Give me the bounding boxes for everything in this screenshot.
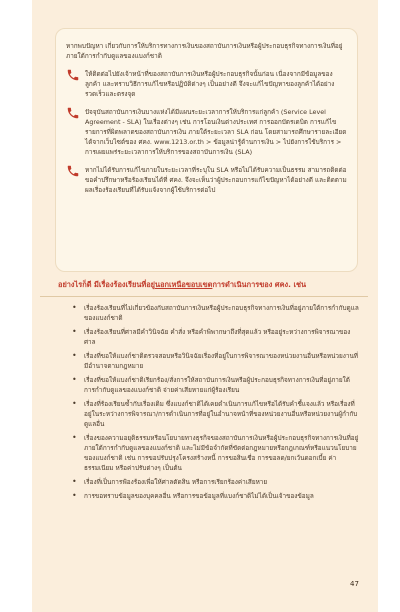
phone-icon: [66, 106, 80, 120]
tip-text: ให้ติดต่อไปยังเจ้าหน้าที่ของสถาบันการเงินหรือผู้ประกอบธุรกิจนั้นก่อน เนื่องจากมีข้อมูลของลูกค้า และทราบวิธีการแก้ไขหรือปฏิบัติต่างๆ เป็นอย่างดี จึงจะแก้ไขปัญหาของลูกค้าได้อย่างรวดเร็วและตรงจุด: [85, 70, 335, 98]
list-item: • เรื่องที่ขอให้แบงก์ชาติเรียกร้อง/สั่งการให้สถาบันการเงินหรือผู้ประกอบธุรกิจทางการเงินที่อยู่ภายใต้การกำกับดูแลของแบงก์ชาติ จ่ายค่าเสียหายแก่ผู้ร้องเรียน: [72, 375, 360, 395]
section-heading: [58, 279, 358, 291]
tip-item: [66, 69, 347, 99]
list-item: • เรื่องร้องเรียนที่ไม่เกี่ยวข้องกับสถาบันการเงินหรือผู้ประกอบธุรกิจทางการเงินที่อยู่ภายใต้การกำกับดูแลของแบงก์ชาติ: [72, 303, 360, 323]
list-item: • เรื่องที่ร้องเรียนซ้ำกับเรื่องเดิม ซึ่งแบงก์ชาติได้เคยดำเนินการแก้ไขหรือได้รับคำชี้แจงแล้ว หรือเรื่องที่อยู่ในระหว่างการพิจารณา/การดำเนินการที่อยู่ในอำนาจหน้าที่ของหน่วยงานอื่นหรือหน่วยงานผู้กำกับดูแลอื่น: [72, 399, 360, 429]
list-item: • เรื่องของความอยุติธรรมหรือนโยบายทางธุรกิจของสถาบันการเงินหรือผู้ประกอบธุรกิจทางการเงินที่อยู่ภายใต้การกำกับดูแลของแบงก์ชาติ และไม่มีข้อจำกัดที่ขัดต่อกฎหมายหรือกฎเกณฑ์หรือแนวนโยบายของแบงก์ชาติ เช่น การขอปรับปรุงโครงสร้างหนี้ การขอสินเชื่อ การขอลด/ยกเว้นดอกเบี้ย ค่าธรรมเนียม หรือค่าปรับต่างๆ เป็นต้น: [72, 433, 360, 473]
tip-item: [66, 165, 347, 195]
section-heading-suffix: การดำเนินการของ ศคง. เช่น: [212, 280, 307, 289]
phone-icon: [66, 164, 80, 178]
tip-text: หากไม่ได้รับการแก้ไขภายในระยะเวลาที่ระบุใน SLA หรือไม่ได้รับความเป็นธรรม สามารถติดต่อขอคำปรึกษาหรือร้องเรียนได้ที่ ศคง. จึงจะเห็นว่าผู้ประกอบการแก้ไขปัญหาได้อย่างดี และติดตามผลเรื่องร้องเรียนที่ได้รับแจ้งจากผู้ใช้บริการต่อไป: [85, 166, 347, 194]
page-number: 47: [350, 580, 359, 588]
section-heading-underlined: นอกเหนือขอบเขต: [155, 280, 213, 289]
section-heading-prefix: อย่างไรก็ดี มีเรื่องร้องเรียนที่อยู่: [58, 280, 156, 289]
phone-icon: [66, 68, 80, 82]
divider: [40, 296, 368, 297]
tip-intro: หากพบปัญหา เกี่ยวกับการให้บริการทางการเงินของสถาบันการเงินหรือผู้ประกอบธุรกิจทางการเงินที่อยู่ภายใต้การกำกับดูแลของแบงก์ชาติ: [66, 42, 343, 60]
tip-text: ปัจจุบันสถาบันการเงินบางแห่งได้มีแผนระยะเวลาการให้บริการแก่ลูกค้า (Service Level Agreement - SLA) ในเรื่องต่างๆ เช่น การโอนเงินต่างประเทศ การออกบัตรเดบิต การแก้ไขรายการที่ผิดพลาดของสถาบันการเงิน ภายใต้ระยะเวลา SLA ก่อน โดยสามารถศึกษารายละเอียดได้จากเว็บไซต์ของ ศคง. www.1213.or.th > ข้อมูลน่ารู้ด้านการเงิน > ไปยังการใช้บริการ > การเผยแพร่ระยะเวลาการให้บริการของสถาบันการเงิน (SLA): [85, 108, 347, 156]
list-item: • เรื่องที่เป็นการฟ้องร้องเพื่อให้ศาลตัดสิน หรือการเรียกร้องค่าเสียหาย: [72, 477, 360, 487]
tip-item: [66, 107, 347, 157]
tip-box: [55, 28, 358, 272]
out-of-scope-list: [72, 303, 360, 505]
list-item: • เรื่องร้องเรียนที่ศาลมีคำวินิจฉัย คำสั่ง หรือคำพิพากษาถึงที่สุดแล้ว หรืออยู่ระหว่างการพิจารณาของศาล: [72, 327, 360, 347]
list-item: • เรื่องที่ขอให้แบงก์ชาติตรวจสอบหรือวินิจฉัยเรื่องที่อยู่ในการพิจารณาของหน่วยงานอื่นหรือหน่วยงานที่มีอำนาจตามกฎหมาย: [72, 351, 360, 371]
list-item: • การขอทราบข้อมูลของบุคคลอื่น หรือการขอข้อมูลที่แบงก์ชาติไม่ได้เป็นเจ้าของข้อมูล: [72, 491, 360, 501]
